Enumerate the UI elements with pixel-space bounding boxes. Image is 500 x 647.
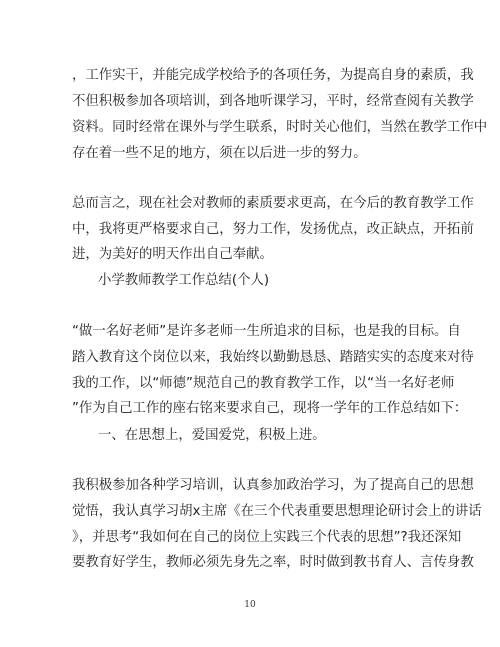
text-line: 中，我将更严格要求自己，努力工作，发扬优点，改正缺点，开拓前: [72, 222, 474, 237]
text-line: 总而言之，现在社会对教师的素质要求更高，在今后的教育教学工作: [72, 196, 474, 211]
text-line: 要教育好学生，教师必须先身先之率，时时做到教书育人、言传身教: [72, 555, 474, 570]
subheading: 一、在思想上，爱国爱党，积极上进。: [98, 428, 326, 443]
text-line: 觉悟，我认真学习胡x主席《在三个代表重要思想理论研讨会上的讲话: [72, 504, 482, 519]
text-line: 资料。同时经常在课外与学生联系，时时关心他们，当然在教学工作中: [72, 120, 488, 135]
text-line: 不但积极参加各项培训，到各地听课学习，平时，经常查阅有关教学: [72, 94, 474, 109]
text-line: 存在着一些不足的地方，须在以后进一步的努力。: [72, 146, 367, 161]
text-line: ”作为自己工作的座右铭来要求自己，现将一学年的工作总结如下：: [72, 401, 468, 416]
text-line: ，工作实干，并能完成学校给予的各项任务，为提高自身的素质，我: [72, 68, 474, 83]
text-line: 我积极参加各种学习培训，认真参加政治学习，为了提高自己的思想: [72, 478, 474, 493]
section-title: 小学教师教学工作总结(个人): [98, 273, 270, 288]
text-line: 踏入教育这个岗位以来，我始终以勤勤恳恳、踏踏实实的态度来对待: [72, 350, 474, 365]
text-line: 我的工作，以“师德”规范自己的教育教学工作，以“当一名好老师: [72, 376, 455, 391]
page-number: 10: [244, 600, 256, 610]
text-line: 进，为美好的明天作出自己奉献。: [72, 247, 273, 262]
text-line: 》，并思考“我如何在自己的岗位上实践三个代表的思想”?我还深知: [72, 530, 462, 545]
text-line: “做一名好老师”是许多老师一生所追求的目标，也是我的目标。自: [72, 324, 461, 339]
